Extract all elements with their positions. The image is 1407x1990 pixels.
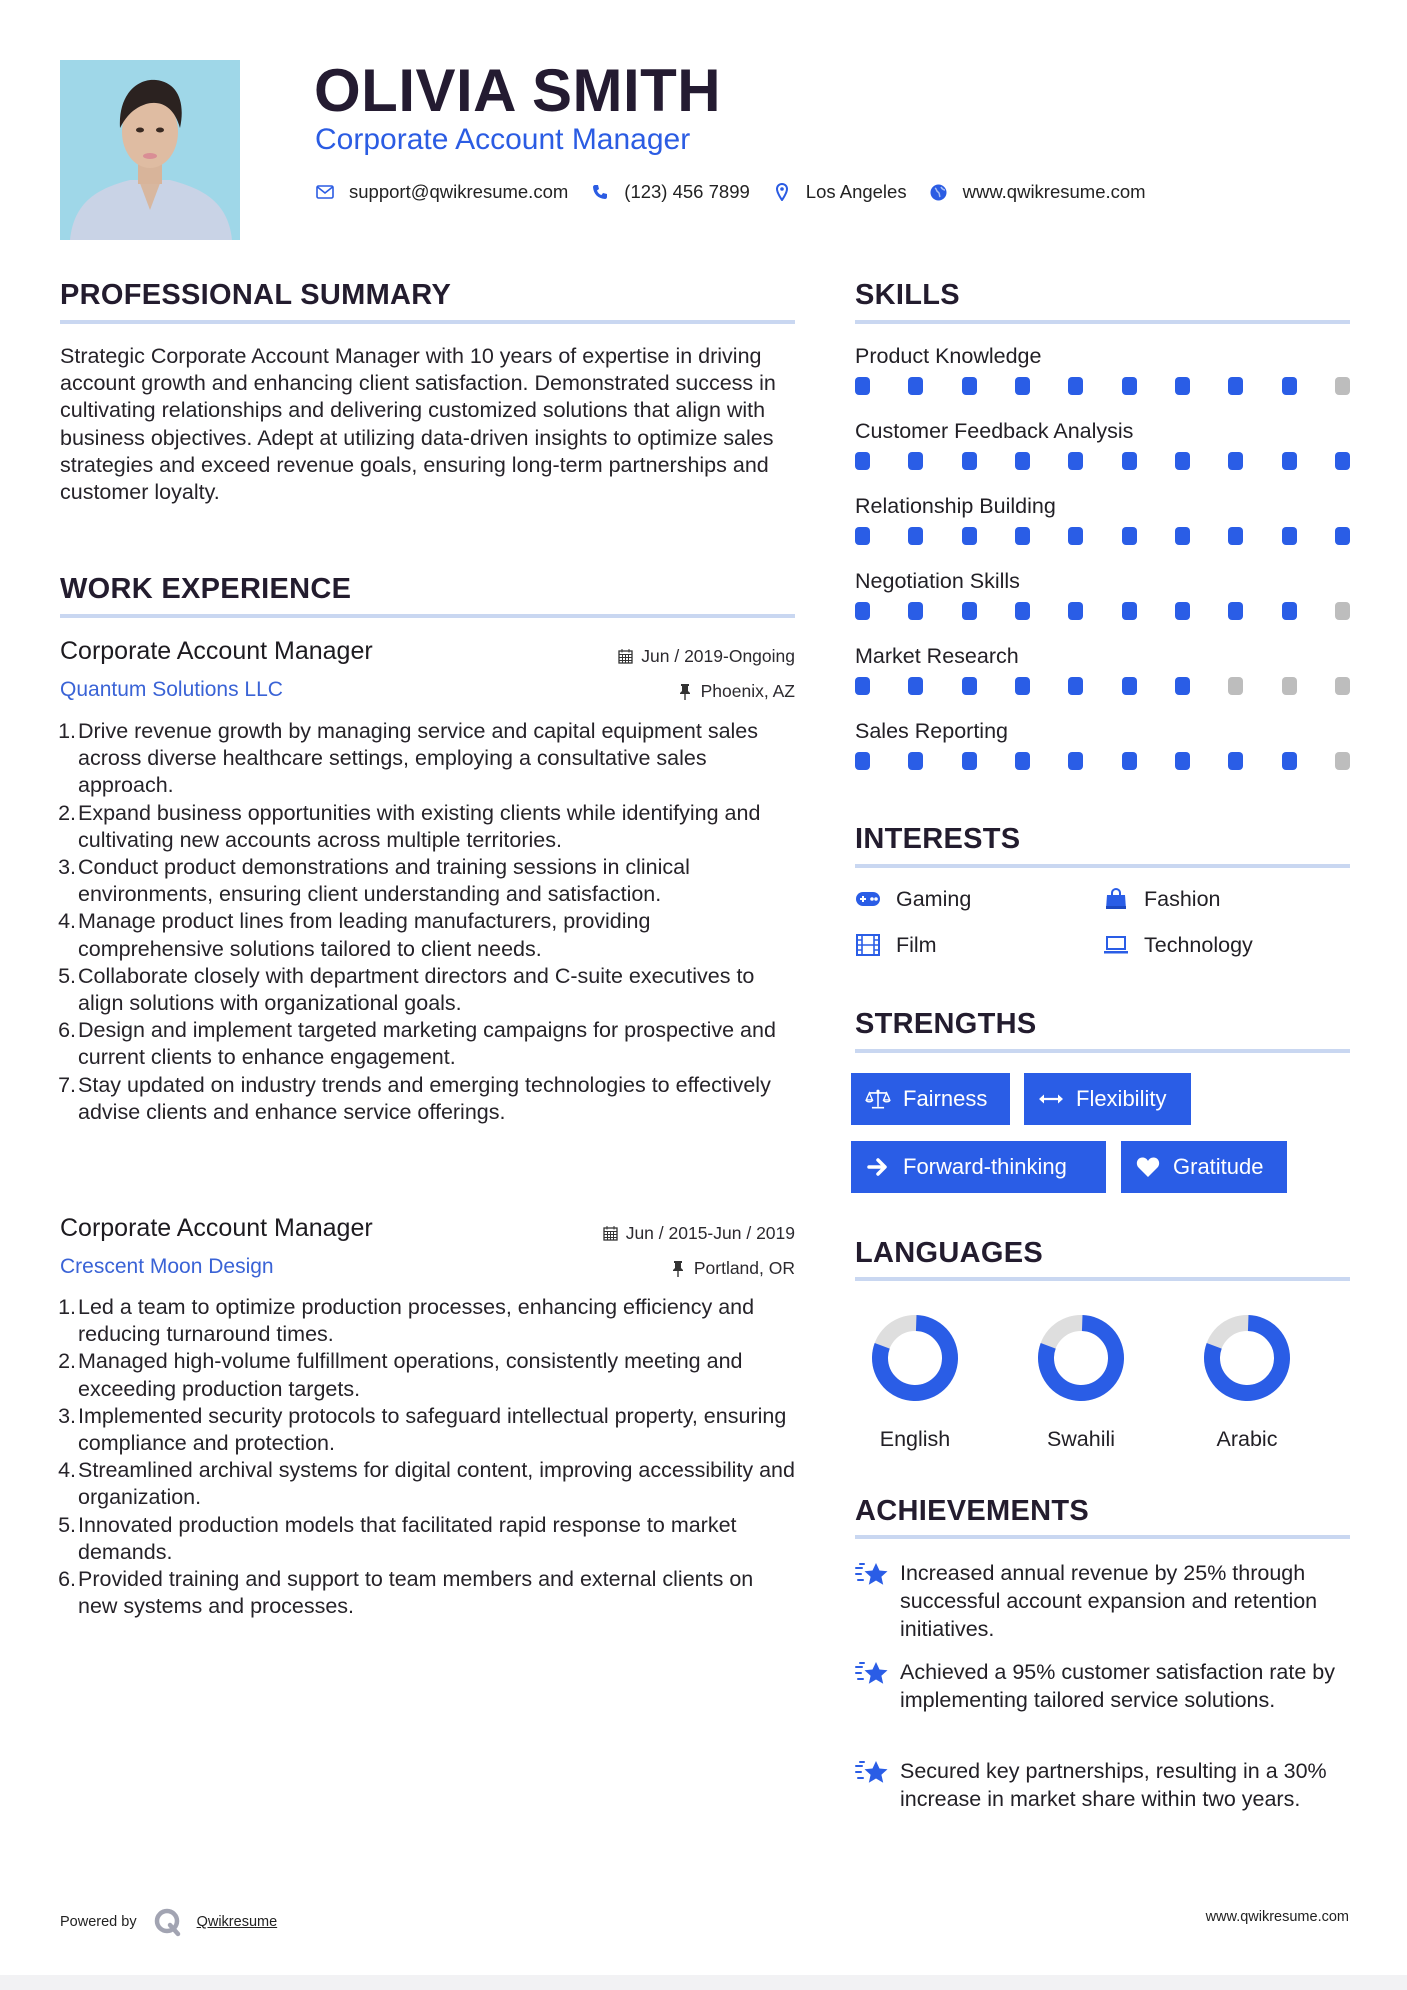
achievement-text: Increased annual revenue by 25% through successful account expansion and retention initiatives. bbox=[900, 1561, 1318, 1641]
rating-dot-filled bbox=[908, 677, 923, 695]
rating-dot-filled bbox=[962, 377, 977, 395]
rating-dot-filled bbox=[1175, 602, 1190, 620]
rating-dot-filled bbox=[1282, 602, 1297, 620]
heart-icon bbox=[1135, 1156, 1161, 1178]
rating-dot-empty bbox=[1335, 602, 1350, 620]
rating-dot-filled bbox=[908, 452, 923, 470]
profile-photo bbox=[60, 60, 240, 240]
rating-dot-filled bbox=[1228, 752, 1243, 770]
rating-dot-filled bbox=[908, 527, 923, 545]
rating-dot-empty bbox=[1228, 677, 1243, 695]
list-item: 3. Conduct product demonstrations and training sessions in clinical environments, ensuring client understanding and satisfaction. bbox=[58, 855, 690, 907]
section-heading-strengths: STRENGTHS bbox=[855, 1008, 1037, 1040]
contact-row bbox=[315, 178, 1168, 206]
star-shooting-icon bbox=[855, 1561, 889, 1589]
job-location-text: Phoenix, AZ bbox=[700, 681, 795, 701]
achievement-item bbox=[855, 1658, 1355, 1714]
rating-dot-filled bbox=[1175, 527, 1190, 545]
skill-label: Product Knowledge bbox=[855, 344, 1042, 368]
rating-dot-filled bbox=[1068, 377, 1083, 395]
interest-item-technology bbox=[1103, 932, 1253, 958]
skill-rating bbox=[855, 677, 1350, 695]
job-dates-text: Jun / 2015-Jun / 2019 bbox=[625, 1223, 795, 1243]
rating-dot-filled bbox=[908, 602, 923, 620]
candidate-name: OLIVIA SMITH bbox=[314, 57, 722, 124]
section-heading-skills: SKILLS bbox=[855, 279, 960, 311]
section-divider bbox=[855, 1277, 1350, 1281]
map-marker-icon bbox=[772, 182, 792, 202]
strength-tag-fairness bbox=[851, 1073, 1010, 1125]
candidate-title: Corporate Account Manager bbox=[315, 123, 691, 156]
list-item: 5. Innovated production models that facilitated rapid response to market demands. bbox=[58, 1512, 737, 1564]
interest-label: Fashion bbox=[1144, 887, 1221, 911]
skill-label: Customer Feedback Analysis bbox=[855, 419, 1134, 443]
globe-icon bbox=[929, 182, 949, 202]
rating-dot-filled bbox=[962, 677, 977, 695]
rating-dot-filled bbox=[1228, 377, 1243, 395]
section-heading-interests: INTERESTS bbox=[855, 823, 1021, 855]
rating-dot-filled bbox=[1282, 752, 1297, 770]
film-icon bbox=[855, 934, 881, 956]
job-title: Corporate Account Manager bbox=[60, 1214, 373, 1242]
job-location-text: Portland, OR bbox=[693, 1258, 795, 1278]
skill-label: Negotiation Skills bbox=[855, 569, 1020, 593]
rating-dot-filled bbox=[962, 452, 977, 470]
section-divider bbox=[855, 1049, 1350, 1053]
strength-label: Forward-thinking bbox=[903, 1154, 1067, 1179]
strength-label: Gratitude bbox=[1173, 1154, 1264, 1179]
job-dates bbox=[602, 1222, 795, 1244]
envelope-icon bbox=[315, 182, 335, 202]
footer-website[interactable]: www.qwikresume.com bbox=[1205, 1909, 1349, 1925]
footer-powered-by bbox=[60, 1907, 277, 1937]
language-label: Swahili bbox=[1046, 1427, 1116, 1451]
skill-rating bbox=[855, 752, 1350, 770]
rating-dot-filled bbox=[1122, 677, 1137, 695]
arrow-right-icon bbox=[865, 1156, 891, 1178]
rating-dot-filled bbox=[855, 752, 870, 770]
list-item: 6. Design and implement targeted marketing campaigns for prospective and current clients to enhance engagement. bbox=[58, 1018, 776, 1070]
language-donut-chart bbox=[1192, 1313, 1302, 1403]
page-bottom-edge bbox=[0, 1975, 1407, 1990]
shopping-bag-icon bbox=[1103, 888, 1129, 910]
rating-dot-filled bbox=[1228, 452, 1243, 470]
achievement-item bbox=[855, 1559, 1355, 1643]
rating-dot-filled bbox=[1068, 677, 1083, 695]
section-divider bbox=[855, 320, 1350, 324]
gamepad-icon bbox=[855, 888, 881, 910]
section-heading-summary: PROFESSIONAL SUMMARY bbox=[60, 279, 452, 311]
language-item bbox=[1192, 1313, 1302, 1452]
rating-dot-filled bbox=[1015, 677, 1030, 695]
rating-dot-filled bbox=[1175, 677, 1190, 695]
strength-tag-gratitude bbox=[1121, 1141, 1287, 1193]
rating-dot-filled bbox=[1122, 602, 1137, 620]
language-label: Arabic bbox=[1216, 1427, 1278, 1451]
rating-dot-filled bbox=[1228, 527, 1243, 545]
rating-dot-filled bbox=[855, 452, 870, 470]
calendar-icon bbox=[617, 648, 634, 665]
list-item: 3. Implemented security protocols to safeguard intellectual property, ensuring compliance and protection. bbox=[58, 1403, 787, 1456]
interest-label: Technology bbox=[1144, 933, 1253, 957]
section-heading-languages: LANGUAGES bbox=[855, 1237, 1043, 1269]
list-item: 4. Streamlined archival systems for digital content, improving accessibility and organization. bbox=[58, 1458, 795, 1510]
list-item: 2. Expand business opportunities with existing clients while identifying and cultivating new accounts across multiple territories. bbox=[58, 800, 761, 852]
rating-dot-filled bbox=[1175, 452, 1190, 470]
language-donut-chart bbox=[1026, 1313, 1136, 1403]
job-responsibilities bbox=[60, 718, 795, 1126]
balance-scale-icon bbox=[865, 1088, 891, 1110]
job-dates-text: Jun / 2019-Ongoing bbox=[641, 646, 795, 666]
strength-label: Fairness bbox=[903, 1086, 988, 1111]
rating-dot-filled bbox=[908, 377, 923, 395]
contact-phone[interactable] bbox=[590, 181, 750, 203]
rating-dot-filled bbox=[1015, 752, 1030, 770]
language-label: English bbox=[879, 1427, 951, 1451]
interest-item-fashion bbox=[1103, 886, 1221, 912]
section-heading-achievements: ACHIEVEMENTS bbox=[855, 1495, 1090, 1527]
phone-text: (123) 456 7899 bbox=[624, 181, 750, 202]
phone-icon bbox=[590, 182, 610, 202]
rating-dot-empty bbox=[1282, 677, 1297, 695]
section-divider bbox=[60, 614, 795, 618]
list-item: 6. Provided training and support to team members and external clients on new systems and processes. bbox=[58, 1567, 754, 1619]
rating-dot-filled bbox=[1015, 452, 1030, 470]
rating-dot-filled bbox=[962, 527, 977, 545]
qwikresume-logo-icon bbox=[153, 1907, 183, 1937]
rating-dot-filled bbox=[1282, 452, 1297, 470]
rating-dot-filled bbox=[962, 752, 977, 770]
powered-by-label: Powered by bbox=[60, 1914, 137, 1930]
contact-location bbox=[772, 181, 907, 203]
skill-rating bbox=[855, 527, 1350, 545]
rating-dot-filled bbox=[1175, 377, 1190, 395]
rating-dot-filled bbox=[1175, 752, 1190, 770]
calendar-icon bbox=[602, 1225, 619, 1242]
contact-website[interactable] bbox=[929, 181, 1146, 203]
section-heading-experience: WORK EXPERIENCE bbox=[60, 573, 352, 605]
rating-dot-filled bbox=[1282, 377, 1297, 395]
strength-tag-flexibility bbox=[1024, 1073, 1191, 1125]
achievement-text: Secured key partnerships, resulting in a 30% increase in market share within two years. bbox=[900, 1759, 1327, 1811]
skill-label: Relationship Building bbox=[855, 494, 1056, 518]
rating-dot-filled bbox=[1122, 527, 1137, 545]
laptop-icon bbox=[1103, 934, 1129, 956]
rating-dot-filled bbox=[1015, 602, 1030, 620]
list-item: 2. Managed high-volume fulfillment operations, consistently meeting and exceeding production targets. bbox=[58, 1349, 743, 1401]
job-location bbox=[670, 1257, 795, 1279]
rating-dot-filled bbox=[855, 677, 870, 695]
summary-text: Strategic Corporate Account Manager with 10 years of expertise in driving account growth and enhancing client satisfaction. Demonstrated success in cultivating relationships and delivering customized solutions that align with business objectives. Adept at utilizing data-driven insights to optimize sales strategies and exceed revenue goals, ensuring long-term partnerships and customer loyalty. bbox=[60, 344, 776, 505]
qwikresume-link[interactable]: Qwikresume bbox=[196, 1914, 278, 1930]
rating-dot-filled bbox=[1015, 527, 1030, 545]
rating-dot-filled bbox=[855, 602, 870, 620]
skill-label: Market Research bbox=[855, 644, 1019, 668]
rating-dot-filled bbox=[908, 752, 923, 770]
skill-rating bbox=[855, 452, 1350, 470]
rating-dot-filled bbox=[1068, 452, 1083, 470]
rating-dot-filled bbox=[1122, 377, 1137, 395]
thumbtack-icon bbox=[670, 1260, 687, 1277]
job-location bbox=[677, 680, 795, 702]
rating-dot-filled bbox=[1335, 527, 1350, 545]
job-responsibilities bbox=[60, 1294, 795, 1620]
section-divider bbox=[60, 320, 795, 324]
skill-rating bbox=[855, 602, 1350, 620]
website-text: www.qwikresume.com bbox=[962, 181, 1146, 202]
email-text: support@qwikresume.com bbox=[349, 181, 569, 202]
rating-dot-filled bbox=[1228, 602, 1243, 620]
rating-dot-filled bbox=[1068, 752, 1083, 770]
strength-tag-forward-thinking bbox=[851, 1141, 1106, 1193]
job-company: Quantum Solutions LLC bbox=[60, 678, 283, 701]
rating-dot-filled bbox=[855, 527, 870, 545]
list-item: 4. Manage product lines from leading manufacturers, providing comprehensive solutions tailored to client needs. bbox=[58, 909, 651, 961]
rating-dot-filled bbox=[855, 377, 870, 395]
rating-dot-empty bbox=[1335, 377, 1350, 395]
star-shooting-icon bbox=[855, 1660, 889, 1688]
rating-dot-filled bbox=[1122, 452, 1137, 470]
section-divider bbox=[855, 1535, 1350, 1539]
location-text: Los Angeles bbox=[805, 181, 907, 202]
rating-dot-filled bbox=[1015, 377, 1030, 395]
interest-label: Film bbox=[896, 933, 937, 957]
thumbtack-icon bbox=[677, 683, 694, 700]
rating-dot-empty bbox=[1335, 677, 1350, 695]
strength-label: Flexibility bbox=[1076, 1086, 1167, 1111]
list-item: 7. Stay updated on industry trends and emerging technologies to effectively advise clients and enhance service offerings. bbox=[58, 1072, 771, 1124]
rating-dot-filled bbox=[1068, 602, 1083, 620]
rating-dot-filled bbox=[1068, 527, 1083, 545]
list-item: 1. Drive revenue growth by managing service and capital equipment sales across diverse healthcare settings, employing a consultative sales approach. bbox=[58, 719, 759, 798]
language-item bbox=[1026, 1313, 1136, 1452]
skill-label: Sales Reporting bbox=[855, 719, 1008, 743]
achievement-text: Achieved a 95% customer satisfaction rate by implementing tailored service solutions. bbox=[900, 1660, 1335, 1712]
section-divider bbox=[855, 864, 1350, 868]
interest-label: Gaming bbox=[896, 887, 972, 911]
job-dates bbox=[617, 645, 795, 667]
achievement-item bbox=[855, 1757, 1355, 1813]
list-item: 1. Led a team to optimize production processes, enhancing efficiency and reducing turnaround times. bbox=[58, 1295, 755, 1347]
rating-dot-filled bbox=[1122, 752, 1137, 770]
rating-dot-empty bbox=[1335, 752, 1350, 770]
language-donut-chart bbox=[860, 1313, 970, 1403]
rating-dot-filled bbox=[1282, 527, 1297, 545]
job-company: Crescent Moon Design bbox=[60, 1255, 274, 1278]
list-item: 5. Collaborate closely with department directors and C-suite executives to align solutions with organizational goals. bbox=[58, 963, 755, 1016]
arrows-h-icon bbox=[1038, 1088, 1064, 1110]
rating-dot-filled bbox=[1335, 452, 1350, 470]
contact-email[interactable] bbox=[315, 181, 568, 203]
star-shooting-icon bbox=[855, 1759, 889, 1787]
interest-item-gaming bbox=[855, 886, 971, 912]
interest-item-film bbox=[855, 932, 937, 958]
skill-rating bbox=[855, 377, 1350, 395]
rating-dot-filled bbox=[962, 602, 977, 620]
language-item bbox=[860, 1313, 970, 1452]
job-title: Corporate Account Manager bbox=[60, 637, 373, 665]
